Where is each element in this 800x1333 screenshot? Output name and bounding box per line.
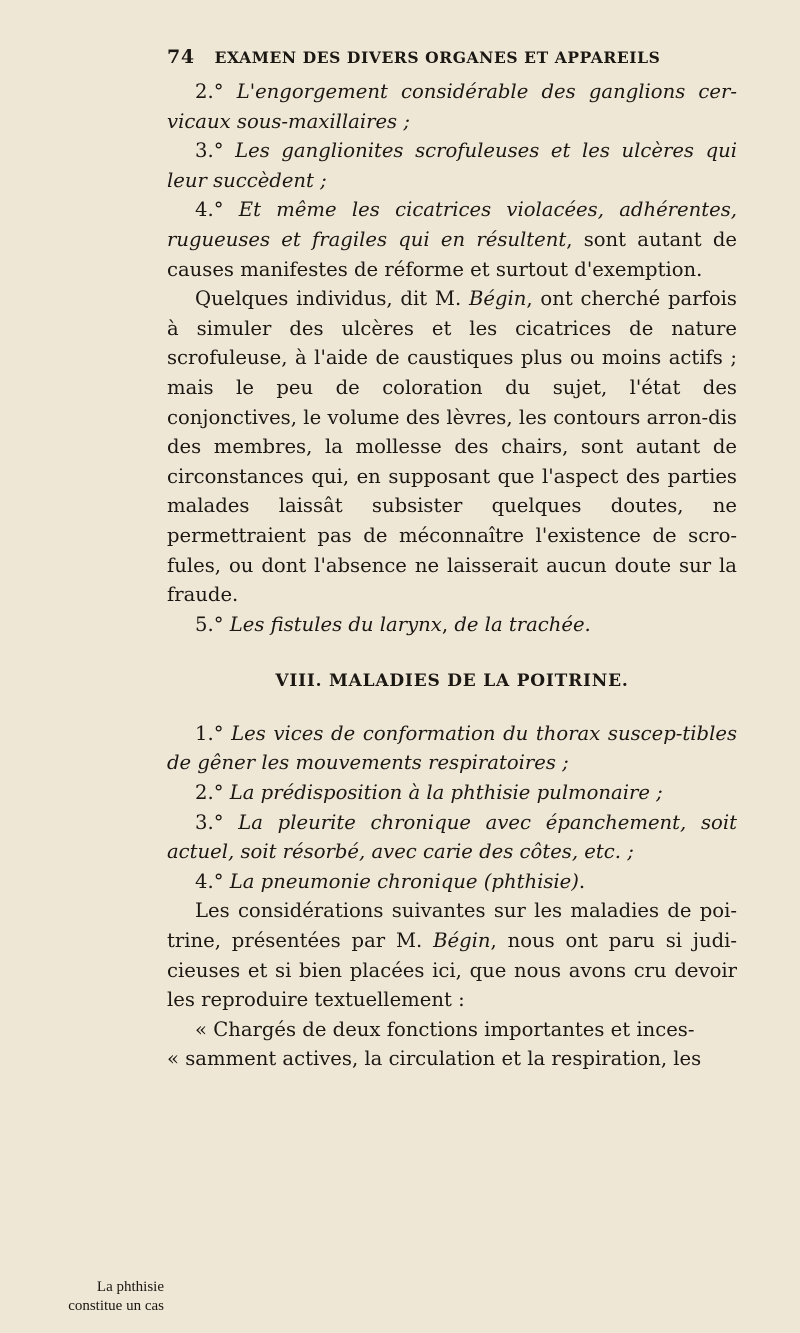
quote-line: « Chargés de deux fonctions importantes et inces- [195, 1017, 695, 1041]
text-body [167, 77, 737, 1074]
list-item: 2.° La prédisposition à la phthisie pulmonaire ; [195, 781, 663, 805]
list-item: 4.° La pneumonie chronique (phthisie). [195, 869, 586, 893]
list-item: 3.° La pleurite chronique avec épanchement, soit actuel, soit résorbé, avec carie des côtes, etc. ; [167, 810, 737, 864]
running-header [167, 46, 660, 68]
section-heading: VIII. MALADIES DE LA POITRINE. [275, 671, 629, 692]
paragraph: Les considérations suivantes sur les maladies de poi-trine, présentées par M. Bégin, nous ont paru si judi-cieuses et si bien placées ici, que nous avons cru devoir les reproduire textuellement : [167, 899, 738, 1012]
list-item: 2.° L'engorgement considérable des ganglions cer-vicaux sous-maxillaires ; [167, 80, 737, 133]
author-name: Bégin [468, 287, 527, 311]
list-item: 5.° Les fistules du larynx, de la trachée. [195, 612, 591, 636]
quote-line: « samment actives, la circulation et la respiration, les [167, 1047, 702, 1071]
list-item: 3.° Les ganglionites scrofuleuses et les ulcères qui leur succèdent ; [167, 139, 738, 192]
margin-note: La phthisie constitue un cas [68, 1279, 164, 1314]
author-name: Bégin [433, 929, 491, 953]
paragraph: Quelques individus, dit M. Bégin, ont cherché parfois à simuler des ulcères et les cicatrices de nature scrofuleuse, à l'aide de caustiques plus ou moins actifs ; mais le peu de coloration du sujet, l'état des conjonctives, le volume des lèvres, les contours arron-dis des membres, la mollesse des chairs, sont autant de circonstances qui, en supposant que l'aspect des parties malades laissât subsister quelques doutes, ne permettraient pas de méconnaître l'existence de scro-fules, ou dont l'absence ne laisserait aucun doute sur la fraude. [167, 287, 737, 607]
list-item: 1.° Les vices de conformation du thorax suscep-tibles de gêner les mouvements respiratoires ; [167, 721, 737, 775]
list-item: 4.° Et même les cicatrices violacées, adhérentes, rugueuses et fragiles qui en résultent, sont autant de causes manifestes de réforme et surtout d'exemption. [167, 198, 737, 281]
running-title: EXAMEN DES DIVERS ORGANES ET APPAREILS [214, 48, 661, 67]
page-number: 74 [167, 46, 195, 68]
